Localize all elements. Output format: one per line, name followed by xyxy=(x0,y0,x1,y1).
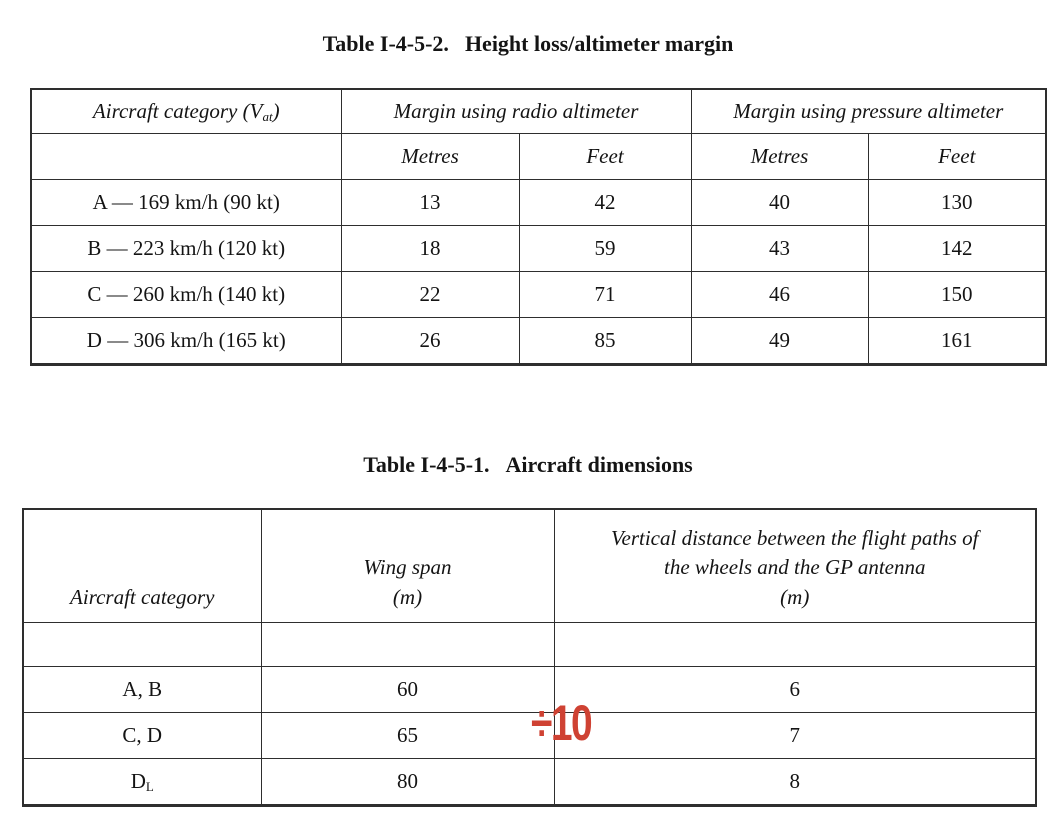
dl-subscript: L xyxy=(145,778,154,794)
header-radio-feet: Feet xyxy=(519,134,691,180)
cell-category: A — 169 km/h (90 kt) xyxy=(31,180,341,226)
margin-table-number: Table I-4-5-2. xyxy=(322,31,449,56)
vat-subscript: at xyxy=(262,108,273,124)
cell-wingspan: 65 xyxy=(261,713,554,759)
cell-pressure-metres: 49 xyxy=(691,318,868,365)
margin-table-caption: Height loss/altimeter margin xyxy=(464,31,734,56)
table-row-cd xyxy=(23,713,1036,759)
cell-radio-feet: 59 xyxy=(519,226,691,272)
header-pressure-metres: Metres xyxy=(691,134,868,180)
cell-radio-metres: 13 xyxy=(341,180,519,226)
cell-pressure-feet: 150 xyxy=(868,272,1046,318)
cell-vertical-distance: 8 xyxy=(554,759,1036,806)
header-empty-cell xyxy=(31,134,341,180)
vertical-distance-line2: the wheels and the GP antenna xyxy=(664,555,926,580)
header-aircraft-category-vat xyxy=(31,89,341,134)
aircraft-category-label: Aircraft category (V xyxy=(92,99,263,123)
cell-radio-metres: 18 xyxy=(341,226,519,272)
aircraft-category-label-suffix: ) xyxy=(272,99,280,123)
cell-category: A, B xyxy=(23,667,261,713)
header-vertical-distance xyxy=(554,509,1036,623)
table-row-category-b xyxy=(31,226,1046,272)
margin-header-row-groups xyxy=(31,89,1046,134)
dimensions-table-caption: Aircraft dimensions xyxy=(505,452,693,477)
cell-category: C, D xyxy=(23,713,261,759)
cell-wingspan: 80 xyxy=(261,759,554,806)
dl-category-label: D xyxy=(130,769,146,793)
dimensions-header-row xyxy=(23,509,1036,623)
header-radio-altimeter-group: Margin using radio altimeter xyxy=(341,89,691,134)
header-pressure-altimeter-group: Margin using pressure altimeter xyxy=(691,89,1046,134)
cell-radio-feet: 42 xyxy=(519,180,691,226)
cell-category: D — 306 km/h (165 kt) xyxy=(31,318,341,365)
cell-radio-metres: 22 xyxy=(341,272,519,318)
spacer-cell xyxy=(554,623,1036,667)
vertical-distance-line3: (m) xyxy=(780,585,810,610)
table-row-category-d xyxy=(31,318,1046,365)
empty-spacer-row xyxy=(23,623,1036,667)
wing-span-line2: (m) xyxy=(392,585,423,610)
dimensions-table-number: Table I-4-5-1. xyxy=(363,452,490,477)
header-radio-metres: Metres xyxy=(341,134,519,180)
vertical-distance-line1: Vertical distance between the flight paths of xyxy=(611,525,979,550)
margin-table-title xyxy=(0,31,1056,57)
cell-vertical-distance: 6 xyxy=(554,667,1036,713)
cell-pressure-feet: 130 xyxy=(868,180,1046,226)
cell-pressure-metres: 46 xyxy=(691,272,868,318)
header-aircraft-category: Aircraft category xyxy=(23,509,261,623)
cell-radio-metres: 26 xyxy=(341,318,519,365)
cell-pressure-feet: 161 xyxy=(868,318,1046,365)
cell-vertical-distance: 7 xyxy=(554,713,1036,759)
cell-radio-feet: 85 xyxy=(519,318,691,365)
cell-radio-feet: 71 xyxy=(519,272,691,318)
header-pressure-feet: Feet xyxy=(868,134,1046,180)
wing-span-line1: Wing span xyxy=(363,555,452,580)
cell-category: B — 223 km/h (120 kt) xyxy=(31,226,341,272)
cell-pressure-metres: 43 xyxy=(691,226,868,272)
table-row-dl xyxy=(23,759,1036,806)
table-row-ab xyxy=(23,667,1036,713)
cell-pressure-feet: 142 xyxy=(868,226,1046,272)
spacer-cell xyxy=(23,623,261,667)
aircraft-dimensions-table xyxy=(22,508,1037,807)
header-wing-span xyxy=(261,509,554,623)
table-row-category-a xyxy=(31,180,1046,226)
cell-pressure-metres: 40 xyxy=(691,180,868,226)
cell-wingspan: 60 xyxy=(261,667,554,713)
cell-category: C — 260 km/h (140 kt) xyxy=(31,272,341,318)
margin-header-row-units xyxy=(31,134,1046,180)
height-loss-altimeter-margin-table xyxy=(30,88,1047,366)
spacer-cell xyxy=(261,623,554,667)
dimensions-table-title xyxy=(0,452,1056,478)
cell-category xyxy=(23,759,261,806)
divide-by-ten-annotation: ÷10 xyxy=(531,695,592,751)
table-row-category-c xyxy=(31,272,1046,318)
